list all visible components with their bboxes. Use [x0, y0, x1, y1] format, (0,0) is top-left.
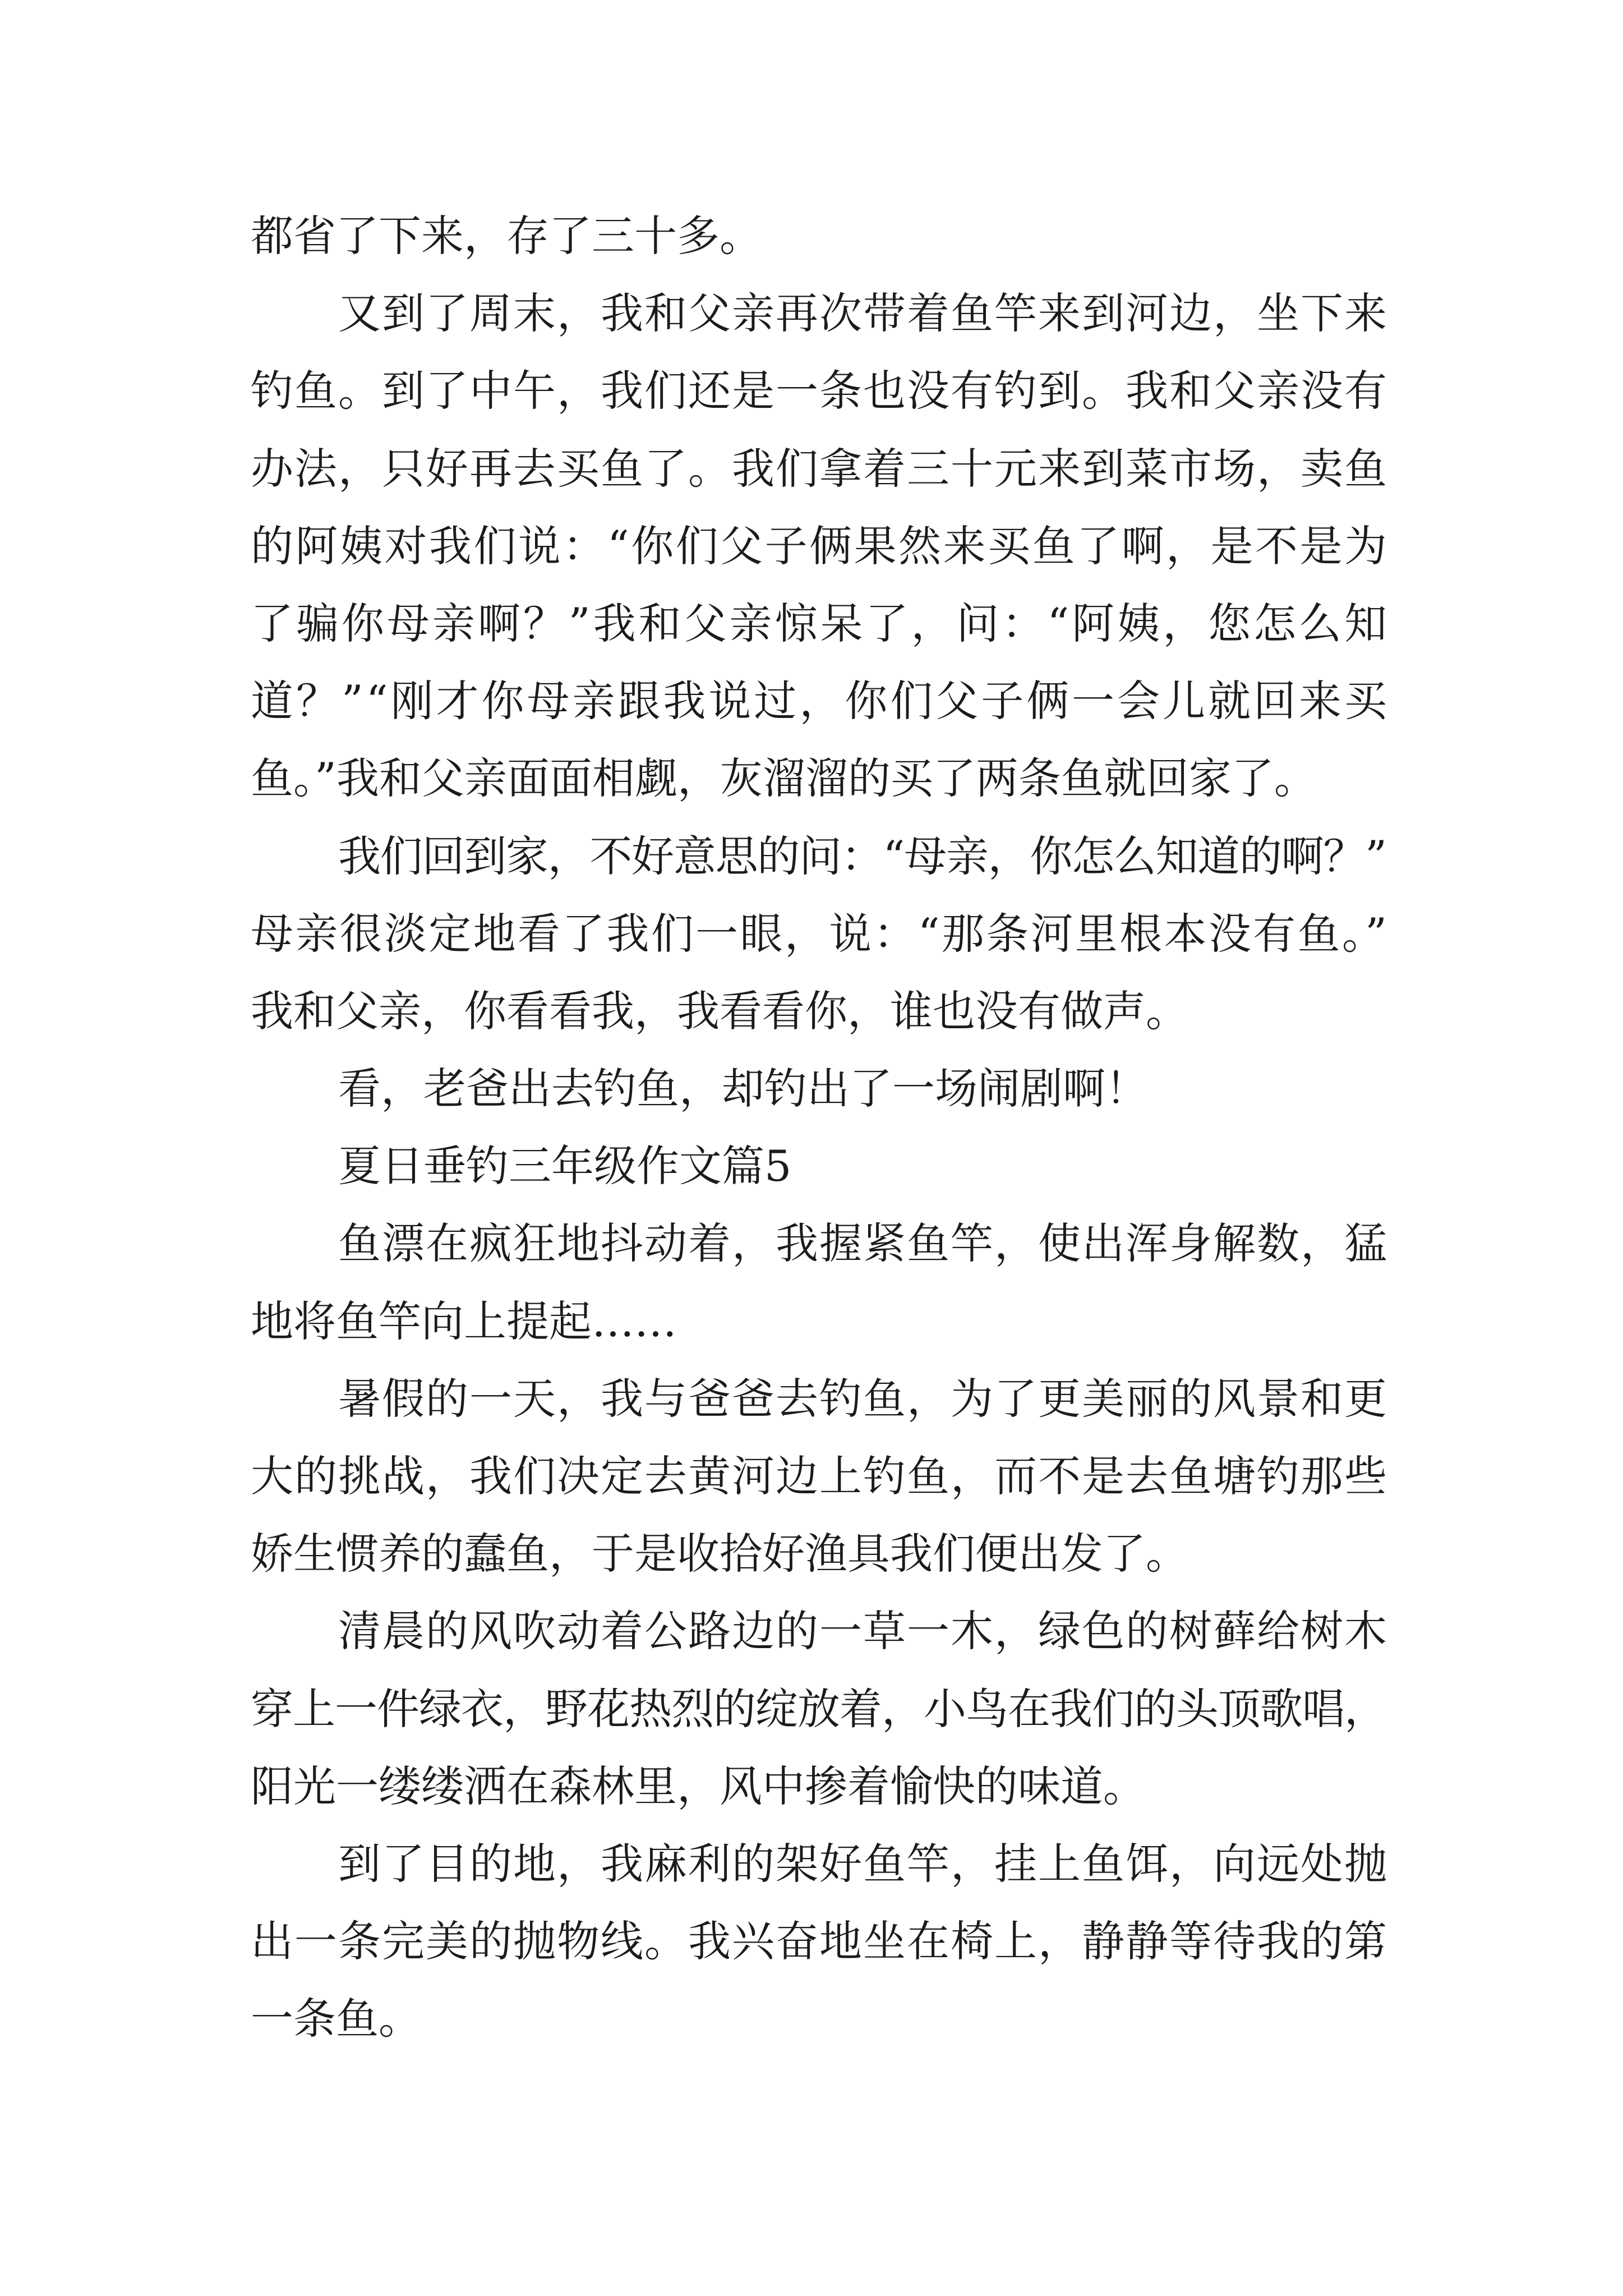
paragraph — [251, 1593, 1623, 1825]
paragraph — [251, 1050, 1623, 1128]
text-line: 办法，只好再去买鱼了。我们拿着三十元来到菜市场，卖鱼 — [251, 443, 1388, 494]
paragraph — [251, 197, 1623, 275]
paragraph — [251, 275, 1623, 817]
text-line: 母亲很淡定地看了我们一眼，说：“那条河里根本没有鱼。” — [251, 908, 1389, 959]
text-line: 一条鱼。 — [251, 1994, 421, 2044]
text-line: 穿上一件绿衣，野花热烈的绽放着，小鸟在我们的头顶歌唱， — [251, 1683, 1386, 1734]
text-line: 的阿姨对我们说：“你们父子俩果然来买鱼了啊，是不是为 — [251, 521, 1389, 571]
text-line: 鱼。”我和父亲面面相觑，灰溜溜的买了两条鱼就回家了。 — [251, 753, 1317, 804]
text-line: 娇生惯养的蠢鱼，于是收拾好渔具我们便出发了。 — [251, 1529, 1188, 1579]
text-line: 都省了下来，存了三十多。 — [251, 211, 762, 261]
text-line: 钓鱼。到了中午，我们还是一条也没有钓到。我和父亲没有 — [251, 366, 1388, 416]
text-line: 我和父亲，你看看我，我看看你，谁也没有做声。 — [251, 986, 1188, 1036]
text-line: 道？”“刚才你母亲跟我说过，你们父子俩一会儿就回来买 — [251, 676, 1390, 726]
text-line: 了骗你母亲啊？”我和父亲惊呆了，问：“阿姨，您怎么知 — [251, 598, 1390, 648]
text-line: 出一条完美的抛物线。我兴奋地坐在椅上，静静等待我的第 — [251, 1916, 1388, 1967]
paragraph — [251, 818, 1623, 1051]
text-line: 大的挑战，我们决定去黄河边上钓鱼，而不是去鱼塘钓那些 — [251, 1451, 1388, 1501]
heading-text: 夏日垂钓三年级作文篇5 — [338, 1141, 792, 1191]
text-line: 暑假的一天，我与爸爸去钓鱼，为了更美丽的风景和更 — [338, 1373, 1388, 1424]
text-line: 又到了周末，我和父亲再次带着鱼竿来到河边，坐下来 — [338, 288, 1388, 339]
paragraph — [251, 1360, 1623, 1593]
text-line: 我们回到家，不好意思的问：“母亲，你怎么知道的啊？” — [338, 831, 1386, 881]
text-line: 到了目的地，我麻利的架好鱼竿，挂上鱼饵，向远处抛 — [338, 1838, 1388, 1889]
text-line: 阳光一缕缕洒在森林里，风中掺着愉快的味道。 — [251, 1761, 1146, 1811]
section-heading — [251, 1128, 1623, 1205]
text-line: 清晨的风吹动着公路边的一草一木，绿色的树藓给树木 — [338, 1606, 1388, 1657]
text-line: 看，老爸出去钓鱼，却钓出了一场闹剧啊！ — [338, 1064, 1148, 1114]
text-line: 鱼漂在疯狂地抖动着，我握紧鱼竿，使出浑身解数，猛 — [338, 1218, 1388, 1269]
paragraph — [251, 1205, 1623, 1360]
paragraph — [251, 1825, 1623, 2058]
text-line: 地将鱼竿向上提起…… — [251, 1296, 677, 1346]
